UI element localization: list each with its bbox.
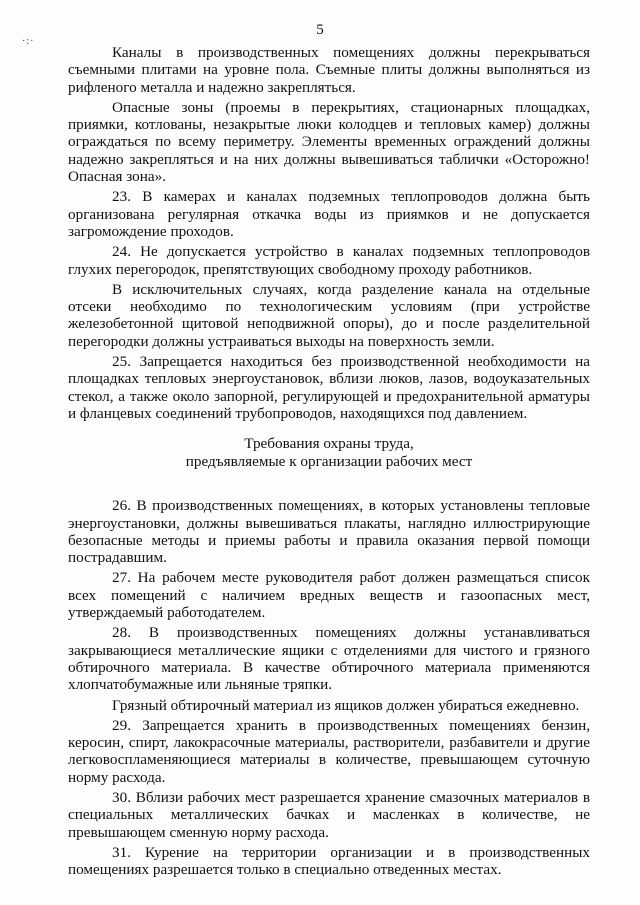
paragraph: В исключительных случаях, когда разделение канала на отдельные отсеки необходимо по технологическим условиям (при устройстве железобетонной щитовой неподвижной опоры), до и после разделительной перегородки должны устраиваться выходы на поверхность земли. (68, 280, 590, 350)
paragraph: 25. Запрещается находиться без производственной необходимости на площадках тепловых энергоустановок, вблизи люков, лазов, водоуказательных стекол, а также около запорной, регулирующей и предохранительной арматуры и фланцевых соединений трубопроводов, находящихся под давлением. (68, 353, 590, 422)
paragraph: Грязный обтирочный материал из ящиков должен убираться ежедневно. (112, 696, 580, 714)
section-heading-line-2: предъявляемые к организации рабочих мест (185, 453, 473, 471)
paragraph: 26. В производственных помещениях, в которых установлены тепловые энергоустановки, должны вывешиваться плакаты, наглядно иллюстрирующие безопасные методы и приемы работы и правила оказания первой помощи пострадавшим. (68, 497, 590, 567)
paragraph: 28. В производственных помещениях должны устанавливаться закрывающиеся металлические ящики с отделениями для чистого и грязного обтирочного материала. В качестве обтирочного материала применяются хлопчатобумажные или льняные тряпки. (68, 624, 590, 694)
paragraph: 23. В камерах и каналах подземных теплопроводов должна быть организована регулярная откачка воды из приямков и не допускается загромождение проходов. (68, 188, 590, 240)
document-body (68, 44, 590, 878)
section-heading-line-1: Требования охраны труда, (244, 435, 414, 453)
section-heading (68, 435, 590, 471)
paragraph: 30. Вблизи рабочих мест разрешается хранение смазочных материалов в специальных металлических бачках и масленках в количестве, не превышающем сменную норму расхода. (68, 788, 590, 841)
paragraph: 31. Курение на территории организации и в производственных помещениях разрешается только в специально отведенных местах. (68, 843, 590, 879)
page-number: 5 (316, 22, 324, 38)
paragraph: 27. На рабочем месте руководителя работ должен размещаться список всех помещений с наличием вредных веществ и газоопасных мест, утверждаемый работодателем. (68, 569, 590, 622)
paragraph: Каналы в производственных помещениях должны перекрываться съемными плитами на уровне пола. Съемные плиты должны выполняться из рифленого металла и надежно закрепляться. (68, 44, 590, 96)
paragraph: Опасные зоны (проемы в перекрытиях, стационарных площадках, приямки, котлованы, незакрытые люки колодцев и тепловых камер) должны ограждаться по всему периметру. Элементы временных ограждений должны надежно закрепляться и на них должны вывешиваться таблички «Осторожно! Опасная зона». (68, 98, 590, 186)
paragraph: 29. Запрещается хранить в производственных помещениях бензин, керосин, спирт, лакокрасочные материалы, растворители, разбавители и другие легковоспламеняющиеся материалы в количестве, превышающем суточную норму расхода. (68, 716, 590, 786)
paragraph: 24. Не допускается устройство в каналах подземных теплопроводов глухих перегородок, препятствующих свободному проходу работников. (68, 243, 590, 278)
scan-artifact: ·:· (22, 36, 35, 47)
